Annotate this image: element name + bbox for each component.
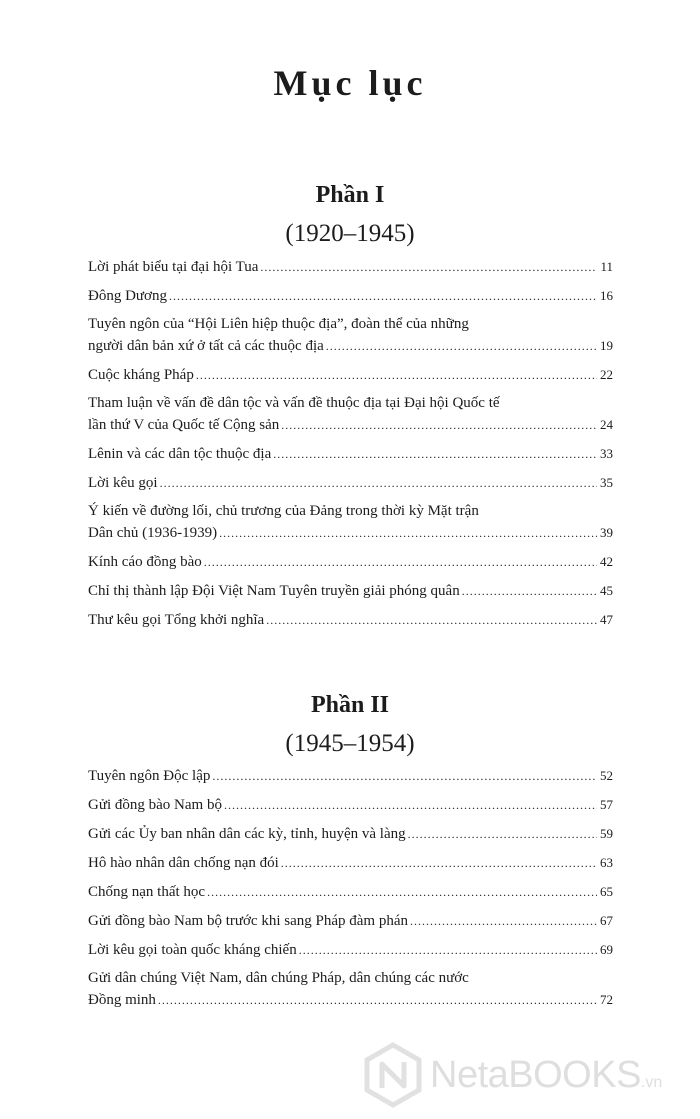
toc-entry-line <box>88 472 613 494</box>
toc-page-number: 65 <box>600 884 613 899</box>
toc-entry-title-line: Tuyên ngôn của “Hội Liên hiệp thuộc địa”, đoàn thể của những <box>88 316 469 332</box>
dot-leader <box>462 581 597 602</box>
toc-entry-line <box>88 609 613 631</box>
toc-entry <box>88 314 613 357</box>
toc-entry-line <box>88 823 613 845</box>
toc-entry-title: Đông Dương <box>88 288 167 304</box>
toc-page-number: 72 <box>600 992 613 1007</box>
dot-leader <box>169 286 597 307</box>
toc-entry-title: Dân chủ (1936-1939) <box>88 525 218 541</box>
toc-entry <box>88 609 613 631</box>
toc-entry-title: lần thứ V của Quốc tế Cộng sản <box>88 417 280 433</box>
toc-entry <box>88 794 613 816</box>
dot-leader <box>204 552 597 573</box>
toc-entry <box>88 285 613 307</box>
dot-leader <box>281 415 597 436</box>
dot-leader <box>224 795 597 816</box>
toc-page-number: 39 <box>600 525 613 540</box>
section-heading-part-1 <box>0 178 700 252</box>
watermark-suffix: .vn <box>640 1074 663 1091</box>
netabooks-logo-icon <box>362 1042 424 1108</box>
toc-entry <box>88 852 613 874</box>
toc-page-number: 19 <box>600 338 613 353</box>
toc-entry-line <box>88 522 613 544</box>
toc-entry-title: Gửi đồng bào Nam bộ trước khi sang Pháp đàm phán <box>88 913 408 929</box>
toc-entry <box>88 823 613 845</box>
toc-entry-line <box>88 364 613 386</box>
toc-entry-line <box>88 765 613 787</box>
toc-entry-line <box>88 414 613 436</box>
toc-entry-line <box>88 910 613 932</box>
toc-entry-title: Gửi đồng bào Nam bộ <box>88 797 222 813</box>
toc-page-number: 11 <box>600 259 613 274</box>
toc-entry-title: Gửi các Ủy ban nhân dân các kỳ, tỉnh, huyện và làng <box>88 826 406 842</box>
toc-entry <box>88 551 613 573</box>
section-title: Phần I <box>315 182 385 208</box>
toc-page-number: 33 <box>600 446 613 461</box>
toc-page-number: 59 <box>600 826 613 841</box>
toc-page-number: 57 <box>600 797 613 812</box>
toc-entry-line <box>88 939 613 961</box>
toc-list-part-2 <box>88 765 613 1018</box>
toc-page-number: 22 <box>600 367 613 382</box>
toc-entry-line <box>88 989 613 1011</box>
dot-leader <box>266 610 597 631</box>
toc-entry-line <box>88 335 613 357</box>
toc-entry-title: Chỉ thị thành lập Đội Việt Nam Tuyên truyền giải phóng quân <box>88 583 460 599</box>
toc-entry-line <box>88 551 613 573</box>
toc-page-number: 47 <box>600 612 613 627</box>
dot-leader <box>158 990 597 1011</box>
watermark-brand: NetaBOOKS <box>430 1053 641 1096</box>
toc-page-number: 52 <box>600 768 613 783</box>
toc-entry <box>88 501 613 544</box>
toc-page-number: 16 <box>600 288 613 303</box>
toc-entry-title: Lời kêu gọi <box>88 475 158 491</box>
dot-leader <box>273 444 597 465</box>
toc-entry <box>88 765 613 787</box>
toc-entry-title: Đồng minh <box>88 992 156 1008</box>
dot-leader <box>160 473 597 494</box>
netabooks-watermark <box>362 1040 692 1110</box>
toc-entry <box>88 393 613 436</box>
toc-entry-line <box>88 256 613 278</box>
dot-leader <box>207 882 597 903</box>
toc-entry <box>88 443 613 465</box>
toc-entry-title-line: Gửi dân chúng Việt Nam, dân chúng Pháp, dân chúng các nước <box>88 970 469 986</box>
toc-page-number: 63 <box>600 855 613 870</box>
toc-entry-title: Kính cáo đồng bào <box>88 554 202 570</box>
dot-leader <box>260 257 597 278</box>
toc-entry <box>88 472 613 494</box>
toc-page-number: 69 <box>600 942 613 957</box>
toc-entry-title: Cuộc kháng Pháp <box>88 367 194 383</box>
dot-leader <box>326 336 597 357</box>
toc-entry-title: Lời kêu gọi toàn quốc kháng chiến <box>88 942 297 958</box>
toc-entry-title: Lời phát biểu tại đại hội Tua <box>88 259 259 275</box>
toc-entry <box>88 968 613 1011</box>
dot-leader <box>196 365 597 386</box>
dot-leader <box>299 940 597 961</box>
section-title: Phần II <box>310 692 390 718</box>
section-years: (1945–1954) <box>285 730 415 757</box>
toc-entry <box>88 580 613 602</box>
toc-page-number: 45 <box>600 583 613 598</box>
toc-entry <box>88 939 613 961</box>
toc-entry-line <box>88 794 613 816</box>
toc-entry-title: Lênin và các dân tộc thuộc địa <box>88 446 272 462</box>
toc-list-part-1 <box>88 256 613 638</box>
toc-page-number: 24 <box>600 417 613 432</box>
toc-entry <box>88 256 613 278</box>
toc-entry-line <box>88 852 613 874</box>
toc-entry-title: Thư kêu gọi Tổng khởi nghĩa <box>88 612 265 628</box>
toc-entry <box>88 364 613 386</box>
toc-page-number: 67 <box>600 913 613 928</box>
toc-entry-title-line: Ý kiến về đường lối, chủ trương của Đảng trong thời kỳ Mặt trận <box>88 503 479 519</box>
toc-entry-title: Chống nạn thất học <box>88 884 206 900</box>
toc-entry-line <box>88 580 613 602</box>
toc-page-number: 42 <box>600 554 613 569</box>
toc-entry-title: Hô hào nhân dân chống nạn đói <box>88 855 279 871</box>
section-years: (1920–1945) <box>285 220 415 247</box>
toc-entry-title: người dân bản xứ ở tất cả các thuộc địa <box>88 338 324 354</box>
toc-entry <box>88 881 613 903</box>
toc-entry-line <box>88 881 613 903</box>
toc-entry-line <box>88 285 613 307</box>
page-title: Mục lục <box>273 63 427 103</box>
dot-leader <box>408 824 597 845</box>
toc-entry-line <box>88 443 613 465</box>
dot-leader <box>219 523 597 544</box>
dot-leader <box>410 911 597 932</box>
toc-entry <box>88 910 613 932</box>
toc-entry-title: Tuyên ngôn Độc lập <box>88 768 211 784</box>
section-heading-part-2 <box>0 688 700 762</box>
toc-entry-title-line: Tham luận về vấn đề dân tộc và vấn đề thuộc địa tại Đại hội Quốc tế <box>88 395 500 411</box>
toc-page-number: 35 <box>600 475 613 490</box>
dot-leader <box>281 853 597 874</box>
dot-leader <box>212 766 597 787</box>
